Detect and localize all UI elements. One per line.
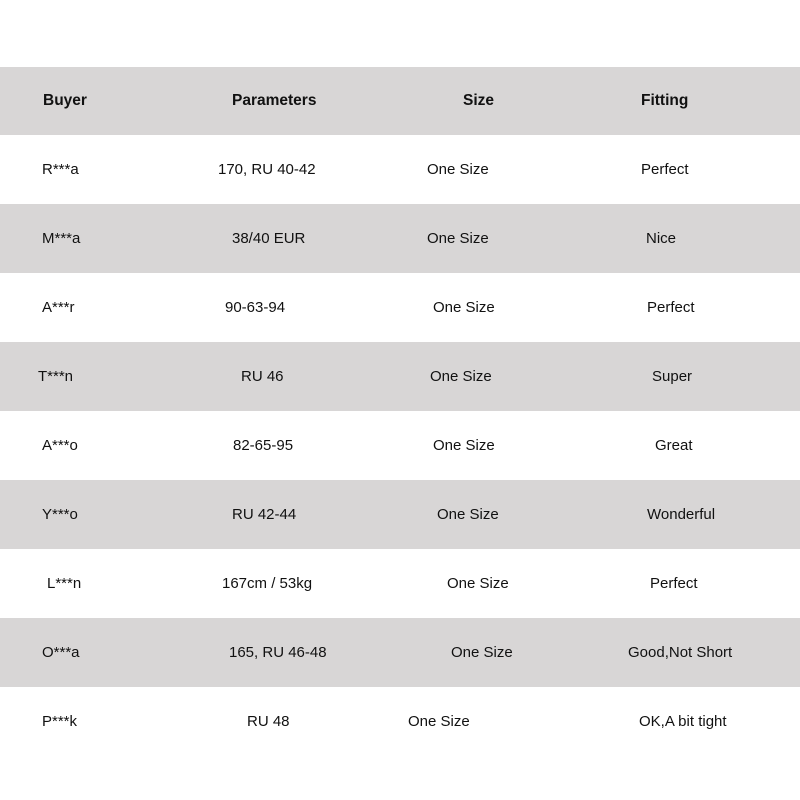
parameters-cell: 82-65-95 [233, 437, 294, 454]
table-row [0, 411, 800, 480]
size-cell: One Size [437, 506, 499, 523]
parameters-cell: 170, RU 40-42 [218, 161, 316, 178]
size-cell: One Size [430, 368, 492, 385]
parameters-cell: 90-63-94 [225, 299, 286, 316]
size-cell: One Size [427, 230, 489, 247]
fitting-cell: Perfect [647, 299, 695, 316]
table-row [0, 687, 800, 756]
table-row [0, 480, 800, 549]
buyer-cell: O***a [42, 644, 80, 661]
size-cell: One Size [433, 437, 495, 454]
buyer-cell: P***k [42, 713, 78, 730]
table-row [0, 204, 800, 273]
table-row [0, 273, 800, 342]
fitting-cell: Wonderful [647, 506, 716, 523]
size-cell: One Size [408, 713, 470, 730]
fitting-cell: Nice [646, 230, 677, 247]
buyer-cell: T***n [38, 368, 74, 385]
buyer-cell: L***n [47, 575, 82, 592]
table-row [0, 135, 800, 204]
buyer-cell: A***o [42, 437, 78, 454]
parameters-cell: RU 42-44 [232, 506, 297, 523]
header-parameters: Parameters [232, 92, 317, 109]
parameters-cell: 165, RU 46-48 [229, 644, 327, 661]
buyer-cell: A***r [42, 299, 75, 316]
table-row [0, 549, 800, 618]
fitting-cell: Great [655, 437, 693, 454]
size-cell: One Size [427, 161, 489, 178]
buyer-cell: Y***o [42, 506, 78, 523]
table-row [0, 342, 800, 411]
parameters-cell: 38/40 EUR [232, 230, 306, 247]
size-cell: One Size [451, 644, 513, 661]
size-review-table [0, 67, 800, 756]
header-buyer: Buyer [43, 92, 87, 109]
size-cell: One Size [433, 299, 495, 316]
table-row [0, 618, 800, 687]
buyer-cell: R***a [42, 161, 79, 178]
fitting-cell: Perfect [641, 161, 689, 178]
fitting-cell: Super [652, 368, 693, 385]
parameters-cell: 167cm / 53kg [222, 575, 313, 592]
buyer-cell: M***a [42, 230, 81, 247]
fitting-cell: OK,A bit tight [639, 713, 727, 730]
fitting-cell: Perfect [650, 575, 698, 592]
header-size: Size [463, 92, 495, 109]
size-cell: One Size [447, 575, 509, 592]
table-header-row [0, 67, 800, 135]
header-fitting: Fitting [641, 92, 689, 109]
fitting-cell: Good,Not Short [628, 644, 733, 661]
parameters-cell: RU 48 [247, 713, 290, 730]
parameters-cell: RU 46 [241, 368, 284, 385]
